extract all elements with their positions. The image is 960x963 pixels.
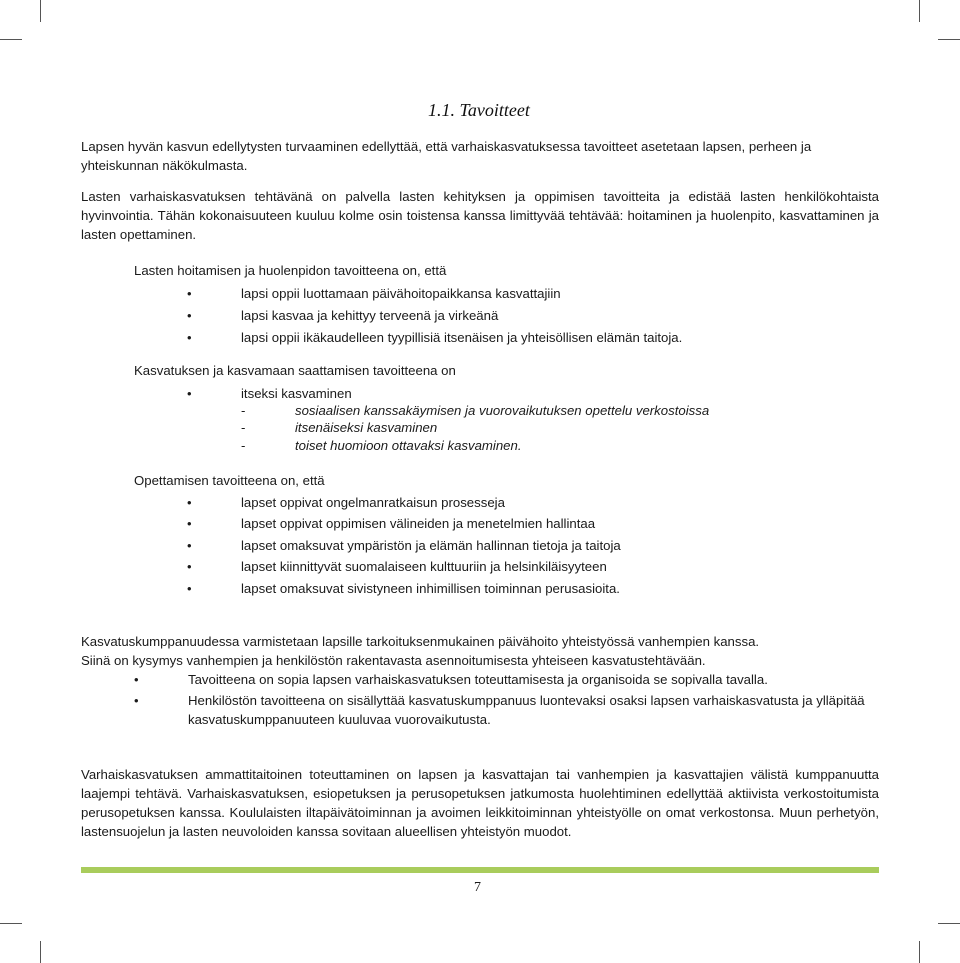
upbringing-subitem: toiset huomioon ottavaksi kasvaminen.	[295, 438, 522, 453]
care-lead: Lasten hoitamisen ja huolenpidon tavoitteena on, että	[134, 263, 447, 278]
crop-mark	[938, 923, 960, 924]
teaching-item: lapset omaksuvat ympäristön ja elämän hallinnan tietoja ja taitoja	[241, 538, 621, 553]
bullet-icon: •	[187, 559, 192, 574]
bullet-icon: •	[134, 672, 139, 687]
upbringing-item: itseksi kasvaminen	[241, 386, 352, 401]
partnership-item: Tavoitteena on sopia lapsen varhaiskasvatuksen toteuttamisesta ja organisoida se sopivalla tavalla.	[188, 672, 768, 687]
partnership-item: Henkilöstön tavoitteena on sisällyttää kasvatuskumppanuus luontevaksi osaksi lapsen varhaiskasvatusta ja ylläpitää kasvatuskumppanuuteen kuuluvaa vuorovaikutusta.	[188, 693, 865, 727]
teaching-item: lapset kiinnittyvät suomalaiseen kulttuuriin ja helsinkiläisyyteen	[241, 559, 607, 574]
crop-mark	[919, 941, 920, 963]
crop-mark	[938, 39, 960, 40]
teaching-item: lapset omaksuvat sivistyneen inhimillisen toiminnan perusasioita.	[241, 581, 620, 596]
bullet-icon: •	[134, 693, 139, 708]
bullet-icon: •	[187, 308, 192, 323]
bullet-icon: •	[187, 330, 192, 345]
bullet-icon: •	[187, 538, 192, 553]
bullet-icon: •	[187, 286, 192, 301]
upbringing-subitem: itsenäiseksi kasvaminen	[295, 420, 438, 435]
intro-paragraph-1: Lapsen hyvän kasvun edellytysten turvaaminen edellyttää, että varhaiskasvatuksessa tavoitteet asetetaan lapsen, perheen ja yhteiskunnan näkökulmasta.	[81, 139, 812, 173]
teaching-lead: Opettamisen tavoitteena on, että	[134, 473, 325, 488]
bullet-icon: •	[187, 495, 192, 510]
crop-mark	[40, 0, 41, 22]
upbringing-subitem: sosiaalisen kanssakäymisen ja vuorovaikutuksen opettelu verkostoissa	[295, 403, 710, 418]
crop-mark	[919, 0, 920, 22]
teaching-item: lapset oppivat ongelmanratkaisun prosesseja	[241, 495, 505, 510]
closing-paragraph: Varhaiskasvatuksen ammattitaitoinen toteuttaminen on lapsen ja kasvattajan tai vanhempien ja kasvattajien välistä kumppanuutta laajempi tehtävä. Varhaiskasvatuksen, esiopetuksen ja perusopetuksen jatkumosta huolehtiminen edellyttää aktiivista verkostoitumista perusopetuksen kanssa. Koululaisten iltapäivätoiminnan ja avoimen leikkitoiminnan yhteistyölle on omat verkostonsa. Muun perhetyön, lastensuojelun ja lasten neuvoloiden kanssa sovitaan alueellisen yhteistyön muodot.	[81, 767, 879, 839]
care-item: lapsi oppii ikäkaudelleen tyypillisiä itsenäisen ja yhteisöllisen elämän taitoja.	[241, 330, 683, 345]
intro-paragraph-2: Lasten varhaiskasvatuksen tehtävänä on palvella lasten kehityksen ja oppimisen tavoitteita ja edistää lasten henkilökohtaista hyvinvointia. Tähän kokonaisuuteen kuuluu kolme osin toistensa kanssa limittyvää tehtävää: hoitaminen ja huolenpito, kasvattaminen ja lasten opettaminen.	[81, 189, 879, 242]
section-heading: 1.1. Tavoitteet	[428, 100, 530, 120]
bullet-icon: •	[187, 581, 192, 596]
bullet-icon: •	[187, 386, 192, 401]
crop-mark	[40, 941, 41, 963]
page-number: 7	[474, 880, 481, 895]
footer-bar	[81, 867, 879, 873]
dash-icon: -	[241, 403, 246, 418]
crop-mark	[0, 39, 22, 40]
dash-icon: -	[241, 420, 246, 435]
care-item: lapsi oppii luottamaan päivähoitopaikkansa kasvattajiin	[241, 286, 561, 301]
bullet-icon: •	[187, 516, 192, 531]
partnership-text: Kasvatuskumppanuudessa varmistetaan lapsille tarkoituksenmukainen päivähoito yhteistyössä vanhempien kanssa.	[81, 634, 760, 649]
care-item: lapsi kasvaa ja kehittyy terveenä ja virkeänä	[241, 308, 499, 323]
dash-icon: -	[241, 438, 246, 453]
partnership-text: Siinä on kysymys vanhempien ja henkilöstön rakentavasta asennoitumisesta yhteiseen kasvatustehtävään.	[81, 653, 706, 668]
upbringing-lead: Kasvatuksen ja kasvamaan saattamisen tavoitteena on	[134, 363, 456, 378]
crop-mark	[0, 923, 22, 924]
teaching-item: lapset oppivat oppimisen välineiden ja menetelmien hallintaa	[241, 516, 596, 531]
